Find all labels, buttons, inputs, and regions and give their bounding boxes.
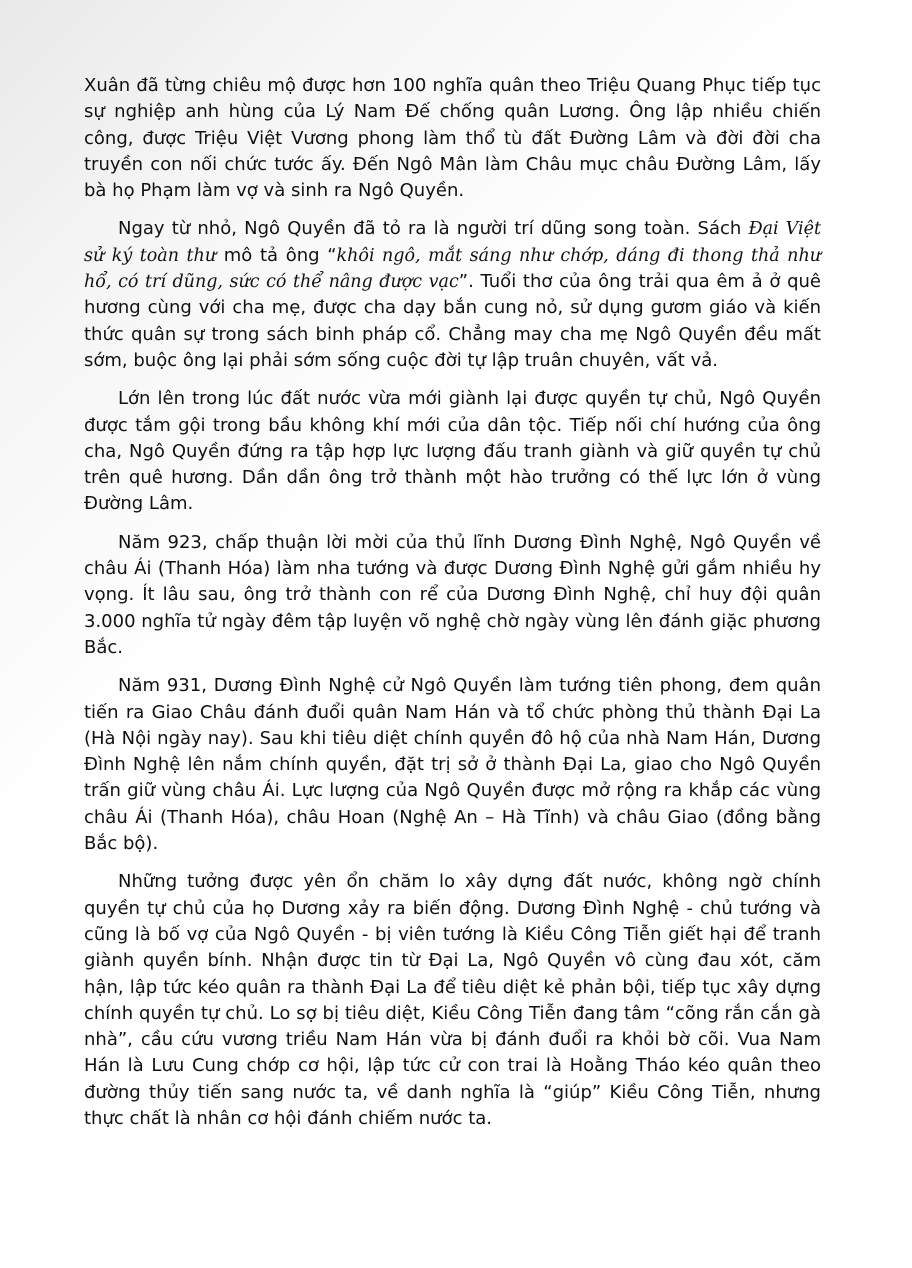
paragraph-2-text-c: ”. Tuổi thơ của ông trải qua êm ả ở quê hương cùng với cha mẹ, được cha dạy bắn cung nỏ, sử dụng gươm giáo và kiến thức quân sự trong sách binh pháp cổ. Chẳng may cha mẹ Ngô Quyền đều mất sớm, buộc ông lại phải sớm sống cuộc đời tự lập truân chuyên, vất vả. [84, 271, 821, 371]
document-page [84, 73, 821, 1144]
paragraph-3: Lớn lên trong lúc đất nước vừa mới giành lại được quyền tự chủ, Ngô Quyền được tắm gội trong bầu không khí mới của dân tộc. Tiếp nối chí hướng của ông cha, Ngô Quyền đứng ra tập hợp lực lượng đấu tranh giành và giữ quyền tự chủ trên quê hương. Dần dần ông trở thành một hào trưởng có thế lực lớn ở vùng Đường Lâm. [84, 388, 821, 515]
paragraph-1: Xuân đã từng chiêu mộ được hơn 100 nghĩa quân theo Triệu Quang Phục tiếp tục sự nghiệp anh hùng của Lý Nam Đế chống quân Lương. Ông lập nhiều chiến công, được Triệu Việt Vương phong làm thổ tù đất Đường Lâm và đời đời cha truyền con nối chức tước ấy. Đến Ngô Mân làm Châu mục châu Đường Lâm, lấy bà họ Phạm làm vợ và sinh ra Ngô Quyền. [84, 75, 821, 202]
paragraph-2-text-b: mô tả ông “ [216, 244, 337, 266]
book-title: Đại Việt sử ký toàn thư [84, 219, 821, 266]
quotation: khôi ngô, mắt sáng như chớp, dáng đi thong thả như hổ, có trí dũng, sức có thể nâng được vạc [84, 245, 821, 293]
paragraph-2 [84, 216, 821, 374]
paragraph-5: Năm 931, Dương Đình Nghệ cử Ngô Quyền làm tướng tiên phong, đem quân tiến ra Giao Châu đánh đuổi quân Nam Hán và tổ chức phòng thủ thành Đại La (Hà Nội ngày nay). Sau khi tiêu diệt chính quyền đô hộ của nhà Nam Hán, Dương Đình Nghệ lên nắm chính quyền, đặt trị sở ở thành Đại La, giao cho Ngô Quyền trấn giữ vùng châu Ái. Lực lượng của Ngô Quyền được mở rộng ra khắp các vùng châu Ái (Thanh Hóa), châu Hoan (Nghệ An – Hà Tĩnh) và châu Giao (đồng bằng Bắc bộ). [84, 675, 821, 855]
paragraph-2-text-a: Ngay từ nhỏ, Ngô Quyền đã tỏ ra là người trí dũng song toàn. Sách [118, 218, 749, 240]
paragraph-4: Năm 923, chấp thuận lời mời của thủ lĩnh Dương Đình Nghệ, Ngô Quyền về châu Ái (Thanh Hóa) làm nha tướng và được Dương Đình Nghệ gửi gắm nhiều hy vọng. Ít lâu sau, ông trở thành con rể của Dương Đình Nghệ, chỉ huy đội quân 3.000 nghĩa tử ngày đêm tập luyện võ nghệ chờ ngày vùng lên đánh giặc phương Bắc. [84, 531, 821, 658]
paragraph-6: Những tưởng được yên ổn chăm lo xây dựng đất nước, không ngờ chính quyền tự chủ của họ Dương xảy ra biến động. Dương Đình Nghệ - chủ tướng và cũng là bố vợ của Ngô Quyền - bị viên tướng là Kiều Công Tiễn giết hại để tranh giành quyền bính. Nhận được tin từ Đại La, Ngô Quyền vô cùng đau xót, căm hận, lập tức kéo quân ra thành Đại La để tiêu diệt kẻ phản bội, tiếp tục xây dựng chính quyền tự chủ. Lo sợ bị tiêu diệt, Kiều Công Tiễn đang tâm “cõng rắn cắn gà nhà”, cầu cứu vương triều Nam Hán vừa bị đánh đuổi ra khỏi bờ cõi. Vua Nam Hán là Lưu Cung chớp cơ hội, lập tức cử con trai là Hoằng Tháo kéo quân theo đường thủy tiến sang nước ta, về danh nghĩa là “giúp” Kiều Công Tiễn, nhưng thực chất là nhân cơ hội đánh chiếm nước ta. [84, 871, 821, 1129]
